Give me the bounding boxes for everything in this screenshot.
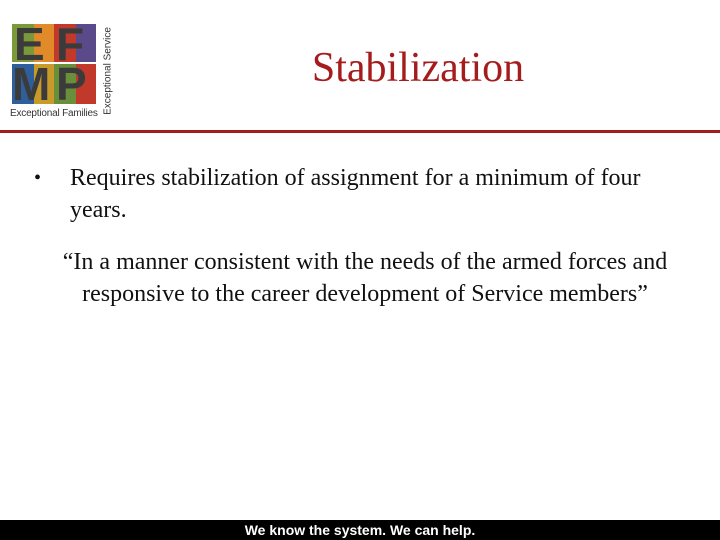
slide-title: Stabilization <box>311 45 525 91</box>
title-divider <box>0 130 720 133</box>
footer-bar <box>0 520 720 540</box>
efmp-logo <box>10 18 120 122</box>
footer-tagline: We know the system. We can help. <box>244 522 476 538</box>
logo-vertical-text <box>100 24 116 118</box>
quote-text: “In a manner consistent with the needs of the armed forces and responsive to the career development of Service members” <box>62 249 668 307</box>
logo-caption: Exceptional Families <box>10 108 98 119</box>
logo-letter: E <box>14 18 43 70</box>
bullet-marker: • <box>34 167 42 189</box>
logo-vertical-label: Exceptional Service <box>102 27 114 115</box>
bullet-text: Requires stabilization of assignment for a minimum of four years. <box>70 165 641 223</box>
logo-letter: P <box>56 58 85 110</box>
logo-letter: F <box>56 18 83 70</box>
logo-letters <box>12 18 98 110</box>
logo-letter: M <box>12 58 49 110</box>
